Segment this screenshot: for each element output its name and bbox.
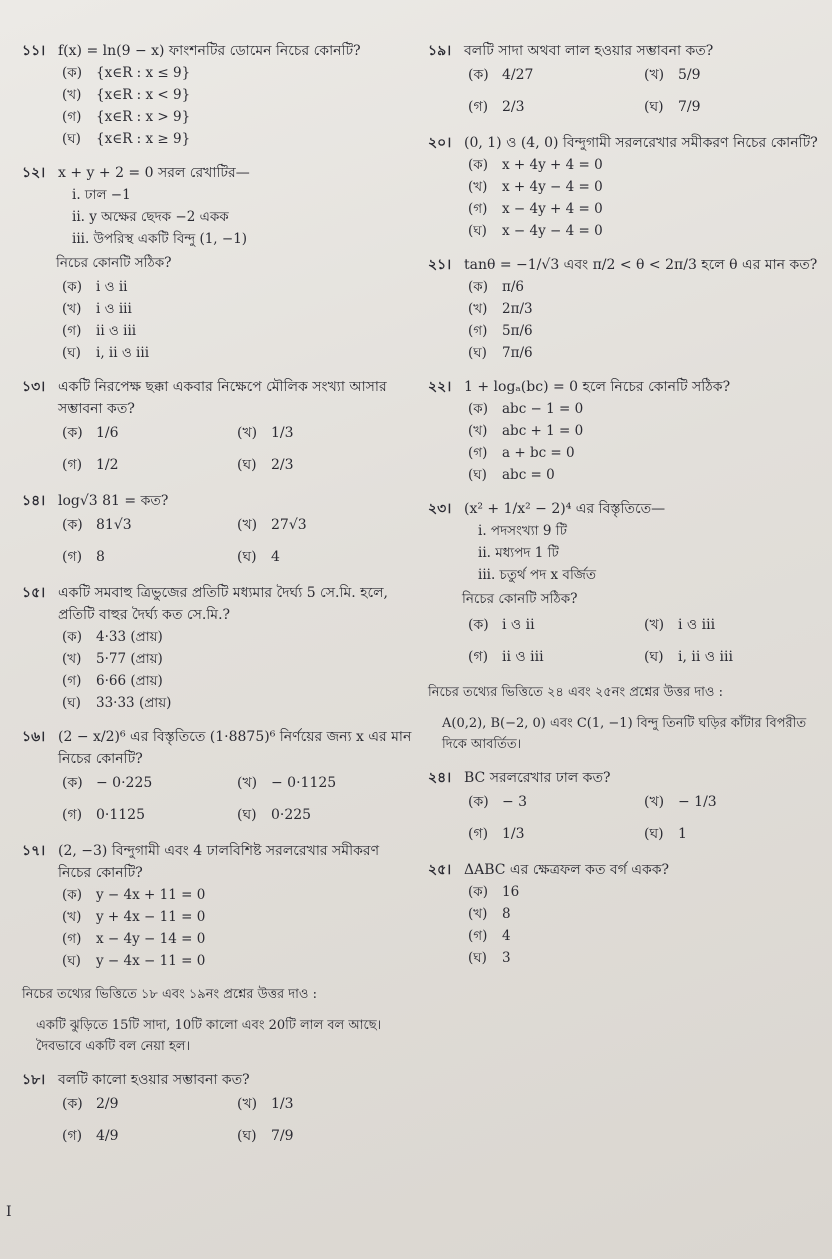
option-text: abc − 1 = 0 — [502, 401, 584, 417]
options-list — [62, 420, 412, 478]
option — [468, 464, 820, 486]
question — [22, 162, 412, 364]
question — [428, 767, 820, 847]
option-text: {x∈R : x < 9} — [96, 87, 191, 103]
option-text: 1/3 — [271, 425, 294, 441]
option-label: (ঘ) — [237, 457, 257, 473]
option-label: (গ) — [62, 807, 83, 823]
option — [62, 544, 237, 570]
option-label: (খ) — [237, 425, 258, 441]
statement: iii. চতুর্থ পদ x বর্জিত — [478, 567, 597, 583]
option — [644, 789, 820, 815]
question-number: ১৩। — [22, 379, 46, 395]
option-label: (গ) — [468, 928, 488, 944]
question-text: x + y + 2 = 0 সরল রেখাটির— — [58, 165, 250, 181]
left-column — [22, 40, 412, 1161]
option — [468, 320, 820, 342]
instruction-note: নিচের তথ্যের ভিত্তিতে ২৪ এবং ২৫নং প্রশ্নের উত্তর দাও : — [428, 685, 724, 700]
question — [22, 840, 412, 972]
option — [468, 821, 644, 847]
question-number: ২২। — [428, 379, 452, 395]
question-group-3 — [428, 40, 820, 670]
option-label: (গ) — [62, 457, 83, 473]
option-text: 2/3 — [271, 457, 294, 473]
option-label: (ঘ) — [644, 649, 664, 665]
option-label: (ঘ) — [62, 131, 81, 147]
option — [62, 342, 412, 364]
option-text: 7/9 — [271, 1128, 294, 1144]
option-label: (ক) — [62, 775, 83, 791]
option — [468, 62, 644, 88]
statement: i. পদসংখ্যা 9 টি — [478, 523, 567, 539]
option — [62, 884, 412, 906]
option-text: 0·225 — [271, 807, 312, 823]
option-label: (খ) — [237, 1096, 258, 1112]
option — [237, 512, 412, 538]
option-text: abc + 1 = 0 — [502, 423, 584, 439]
question-number: ১৭। — [22, 843, 46, 859]
option-label: (গ) — [468, 445, 488, 461]
question-header — [428, 767, 820, 789]
option-label: (গ) — [468, 826, 489, 842]
option-label: (ক) — [62, 425, 83, 441]
option-label: (ঘ) — [237, 1128, 257, 1144]
question-number: ১২। — [22, 165, 46, 181]
option-label: (খ) — [62, 909, 82, 925]
options-list — [468, 612, 820, 670]
option-text: 1/3 — [502, 826, 525, 842]
option-label: (ঘ) — [644, 826, 664, 842]
question-number: ১৮। — [22, 1072, 46, 1088]
question-text: log√3 81 = কত? — [58, 493, 169, 509]
option — [468, 612, 644, 638]
option-text: i, ii ও iii — [678, 649, 733, 665]
option-label: (গ) — [468, 99, 489, 115]
statement: ii. মধ্যপদ 1 টি — [478, 545, 559, 561]
option-label: (গ) — [62, 109, 82, 125]
option-label: (খ) — [468, 423, 488, 439]
option-label: (ক) — [468, 884, 488, 900]
option — [62, 276, 412, 298]
option-text: 4·33 (প্রায়) — [96, 629, 163, 645]
option — [468, 94, 644, 120]
question-number: ২৫। — [428, 862, 452, 878]
option — [62, 670, 412, 692]
options-list — [468, 154, 820, 242]
options-list — [62, 1091, 412, 1149]
option-text: 2π/3 — [502, 301, 533, 317]
option — [62, 1123, 237, 1149]
question-prompt: নিচের কোনটি সঠিক? — [462, 591, 578, 607]
option — [62, 906, 412, 928]
option-text: i ও ii — [96, 279, 128, 295]
option-text: y + 4x − 11 = 0 — [96, 909, 206, 925]
option-text: 5/9 — [678, 67, 701, 83]
option-text: {x∈R : x ≤ 9} — [96, 65, 191, 81]
option — [62, 692, 412, 714]
question-header — [22, 582, 412, 626]
option-text: 16 — [502, 884, 520, 900]
option — [62, 802, 237, 828]
option-label: (ক) — [468, 279, 488, 295]
option — [62, 648, 412, 670]
option — [62, 452, 237, 478]
question-text: একটি নিরপেক্ষ ছক্কা একবার নিক্ষেপে মৌলিক সংখ্যা আসার সম্ভাবনা কত? — [58, 379, 387, 417]
option-label: (গ) — [468, 323, 488, 339]
options-list — [62, 884, 412, 972]
option-label: (ক) — [468, 401, 488, 417]
option-text: − 0·225 — [96, 775, 153, 791]
option-label: (খ) — [468, 301, 488, 317]
question — [22, 490, 412, 570]
option-text: abc = 0 — [502, 467, 555, 483]
option-label: (খ) — [468, 906, 488, 922]
margin-mark: I — [6, 1204, 12, 1220]
option — [468, 442, 820, 464]
question-header — [22, 162, 412, 184]
question-group-1 — [22, 40, 412, 972]
option-label: (ঘ) — [62, 953, 81, 969]
statement: iii. উপরিস্থ একটি বিন্দু (1, −1) — [72, 231, 248, 247]
option-label: (ঘ) — [237, 549, 257, 565]
option-label: (গ) — [62, 549, 83, 565]
option — [468, 298, 820, 320]
option-label: (ঘ) — [468, 345, 487, 361]
question-number: ১৯। — [428, 43, 452, 59]
option-label: (ক) — [468, 157, 488, 173]
option-label: (গ) — [468, 649, 489, 665]
question-text: ΔABC এর ক্ষেত্রফল কত বর্গ একক? — [464, 862, 670, 878]
question — [428, 859, 820, 969]
option — [468, 925, 820, 947]
option-text: 7π/6 — [502, 345, 533, 361]
question — [22, 726, 412, 828]
question-header — [22, 376, 412, 420]
option-label: (গ) — [62, 1128, 83, 1144]
question-header — [22, 40, 412, 62]
options-list — [468, 62, 820, 120]
option-label: (ঘ) — [62, 345, 81, 361]
question — [428, 376, 820, 486]
option-text: 6·66 (প্রায়) — [96, 673, 163, 689]
question-text: 1 + logₐ(bc) = 0 হলে নিচের কোনটি সঠিক? — [464, 379, 731, 395]
question-group-2 — [22, 1069, 412, 1149]
option-text: 1/2 — [96, 457, 119, 473]
option — [468, 644, 644, 670]
option — [237, 802, 412, 828]
option-label: (গ) — [62, 931, 82, 947]
option-text: − 0·1125 — [271, 775, 337, 791]
option-label: (খ) — [237, 775, 258, 791]
option-label: (ঘ) — [237, 807, 257, 823]
question-text: (2 − x/2)⁶ এর বিস্তৃতিতে (1·8875)⁶ নির্ণয়ের জন্য x এর মান নিচের কোনটি? — [58, 729, 412, 767]
options-list — [62, 770, 412, 828]
question-prompt: নিচের কোনটি সঠিক? — [56, 255, 172, 271]
question — [22, 376, 412, 478]
statement: i. ঢাল −1 — [72, 187, 131, 203]
option-text: 7/9 — [678, 99, 701, 115]
option — [468, 789, 644, 815]
option-label: (খ) — [237, 517, 258, 533]
question-header — [22, 490, 412, 512]
option — [62, 420, 237, 446]
option — [468, 342, 820, 364]
option-text: i, ii ও iii — [96, 345, 150, 361]
option-text: ii ও iii — [502, 649, 544, 665]
question — [428, 132, 820, 242]
question-number: ১৪। — [22, 493, 46, 509]
option-label: (ক) — [468, 67, 489, 83]
option-text: 5·77 (প্রায়) — [96, 651, 163, 667]
option — [237, 1091, 412, 1117]
option-label: (ঘ) — [62, 695, 81, 711]
option — [62, 1091, 237, 1117]
option — [468, 198, 820, 220]
statement: ii. y অক্ষের ছেদক −2 একক — [72, 209, 229, 225]
option — [644, 612, 820, 638]
option — [237, 452, 412, 478]
option — [468, 420, 820, 442]
option — [468, 947, 820, 969]
question-header — [22, 1069, 412, 1091]
option-text: 4 — [271, 549, 280, 565]
question-group-4 — [428, 767, 820, 969]
options-list — [468, 276, 820, 364]
question-text: বলটি সাদা অথবা লাল হওয়ার সম্ভাবনা কত? — [464, 43, 714, 59]
option-label: (খ) — [62, 87, 82, 103]
option — [62, 62, 412, 84]
question-text: BC সরলরেখার ঢাল কত? — [464, 770, 611, 786]
question-header — [428, 376, 820, 398]
question-text: tanθ = −1/√3 এবং π/2 < θ < 2π/3 হলে θ এর মান কত? — [464, 257, 818, 273]
question-header — [428, 40, 820, 62]
option — [62, 84, 412, 106]
option — [468, 154, 820, 176]
option-text: 1/3 — [271, 1096, 294, 1112]
option-text: i ও ii — [502, 617, 535, 633]
question-text: (x² + 1/x² − 2)⁴ এর বিস্তৃতিতে— — [464, 501, 666, 517]
option-label: (খ) — [644, 67, 665, 83]
option — [644, 94, 820, 120]
option — [644, 821, 820, 847]
option-text: {x∈R : x > 9} — [96, 109, 191, 125]
option-text: 0·1125 — [96, 807, 145, 823]
option — [468, 176, 820, 198]
question-text: বলটি কালো হওয়ার সম্ভাবনা কত? — [58, 1072, 250, 1088]
scenario-text: A(0,2), B(−2, 0) এবং C(1, −1) বিন্দু তিনটি ঘড়ির কাঁটার বিপরীত দিকে আবর্তিত। — [442, 716, 807, 752]
option — [237, 1123, 412, 1149]
option-label: (ক) — [62, 517, 83, 533]
question-text: একটি সমবাহু ত্রিভুজের প্রতিটি মধ্যমার দৈর্ঘ্য 5 সে.মি. হলে, প্রতিটি বাহুর দৈর্ঘ্য কত সে.মি.? — [58, 585, 388, 623]
question — [428, 40, 820, 120]
option — [237, 420, 412, 446]
option-text: 27√3 — [271, 517, 307, 533]
question-text: (0, 1) ও (4, 0) বিন্দুগামী সরলরেখার সমীকরণ নিচের কোনটি? — [464, 135, 818, 151]
options-list — [468, 881, 820, 969]
option-text: a + bc = 0 — [502, 445, 575, 461]
instruction-note: নিচের তথ্যের ভিত্তিতে ১৮ এবং ১৯নং প্রশ্নের উত্তর দাও : — [22, 987, 317, 1002]
option — [62, 128, 412, 150]
option — [468, 276, 820, 298]
options-list — [468, 789, 820, 847]
option-text: 3 — [502, 950, 511, 966]
option-label: (খ) — [644, 794, 665, 810]
option-text: − 3 — [502, 794, 528, 810]
question — [22, 1069, 412, 1149]
option-text: x − 4y − 4 = 0 — [502, 223, 603, 239]
option — [62, 106, 412, 128]
question-header — [22, 840, 412, 884]
option — [644, 644, 820, 670]
option-label: (ক) — [62, 65, 82, 81]
question — [428, 498, 820, 670]
option-text: 4 — [502, 928, 511, 944]
scenario-text: একটি ঝুড়িতে 15টি সাদা, 10টি কালো এবং 20টি লাল বল আছে। দৈবভাবে একটি বল নেয়া হল। — [36, 1018, 382, 1054]
option-text: 8 — [96, 549, 105, 565]
option-label: (ঘ) — [468, 467, 487, 483]
option-text: x + 4y − 4 = 0 — [502, 179, 603, 195]
option-label: (ক) — [62, 629, 82, 645]
option — [62, 950, 412, 972]
option-label: (খ) — [468, 179, 488, 195]
option-text: 81√3 — [96, 517, 132, 533]
option-label: (গ) — [468, 201, 488, 217]
option — [62, 298, 412, 320]
question-header — [428, 254, 820, 276]
option-text: 4/9 — [96, 1128, 119, 1144]
option-text: y − 4x − 11 = 0 — [96, 953, 206, 969]
option-text: − 1/3 — [678, 794, 717, 810]
option-text: 1/6 — [96, 425, 119, 441]
option-label: (ক) — [62, 279, 82, 295]
option — [468, 881, 820, 903]
option-text: x − 4y + 4 = 0 — [502, 201, 603, 217]
option — [62, 626, 412, 648]
option — [62, 770, 237, 796]
option-text: i ও iii — [678, 617, 716, 633]
question-number: ২৩। — [428, 501, 452, 517]
option-text: i ও iii — [96, 301, 132, 317]
option-label: (ক) — [468, 794, 489, 810]
options-list — [62, 512, 412, 570]
option-text: 4/27 — [502, 67, 534, 83]
options-list — [468, 398, 820, 486]
options-list — [62, 62, 412, 150]
option — [468, 398, 820, 420]
question-number: ১৬। — [22, 729, 46, 745]
option-text: {x∈R : x ≥ 9} — [96, 131, 191, 147]
option-text: π/6 — [502, 279, 525, 295]
question-header — [428, 132, 820, 154]
option-text: x + 4y + 4 = 0 — [502, 157, 603, 173]
option — [62, 320, 412, 342]
question — [428, 254, 820, 364]
option — [644, 62, 820, 88]
question-header — [22, 726, 412, 770]
option — [468, 220, 820, 242]
options-list — [62, 626, 412, 714]
option — [237, 770, 412, 796]
option-text: y − 4x + 11 = 0 — [96, 887, 206, 903]
question-number: ১৫। — [22, 585, 46, 601]
right-column — [428, 40, 820, 981]
option — [62, 512, 237, 538]
option-label: (ক) — [468, 617, 489, 633]
question-header — [428, 498, 820, 520]
option-label: (ক) — [62, 1096, 83, 1112]
option-label: (খ) — [644, 617, 665, 633]
question-text: f(x) = ln(9 − x) ফাংশনটির ডোমেন নিচের কোনটি? — [58, 43, 361, 59]
options-list — [62, 276, 412, 364]
option-label: (ক) — [62, 887, 82, 903]
question-header — [428, 859, 820, 881]
question — [22, 582, 412, 714]
option — [468, 903, 820, 925]
option-text: ii ও iii — [96, 323, 137, 339]
question-number: ২০। — [428, 135, 452, 151]
option-text: 1 — [678, 826, 687, 842]
question — [22, 40, 412, 150]
option-text: 2/3 — [502, 99, 525, 115]
option-text: 8 — [502, 906, 511, 922]
option-label: (খ) — [62, 651, 82, 667]
question-number: ১১। — [22, 43, 46, 59]
option — [62, 928, 412, 950]
option-label: (ঘ) — [468, 950, 487, 966]
option-text: 5π/6 — [502, 323, 533, 339]
option-label: (গ) — [62, 323, 82, 339]
question-number: ২৪। — [428, 770, 452, 786]
option-text: 2/9 — [96, 1096, 119, 1112]
option-label: (খ) — [62, 301, 82, 317]
option-label: (ঘ) — [644, 99, 664, 115]
question-text: (2, −3) বিন্দুগামী এবং 4 ঢালবিশিষ্ট সরলরেখার সমীকরণ নিচের কোনটি? — [58, 843, 380, 881]
option-text: x − 4y − 14 = 0 — [96, 931, 206, 947]
option — [237, 544, 412, 570]
question-number: ২১। — [428, 257, 452, 273]
option-text: 33·33 (প্রায়) — [96, 695, 172, 711]
option-label: (ঘ) — [468, 223, 487, 239]
option-label: (গ) — [62, 673, 82, 689]
